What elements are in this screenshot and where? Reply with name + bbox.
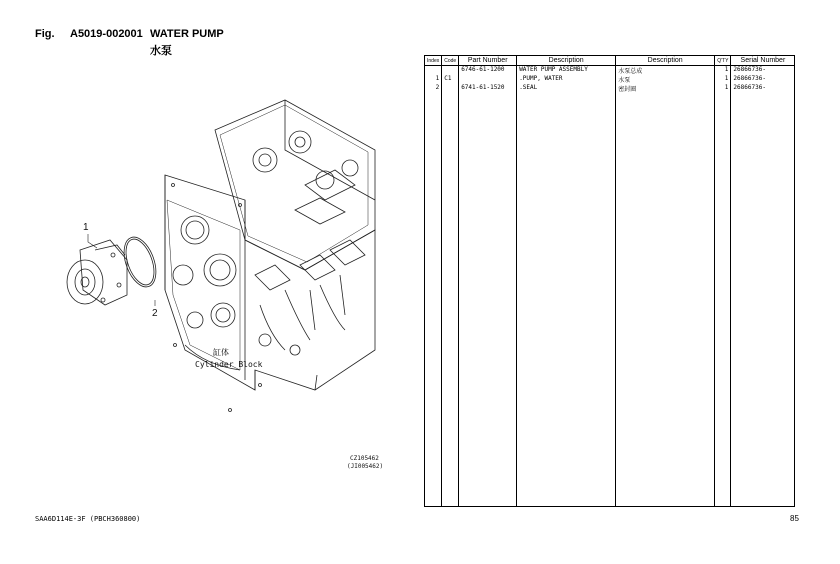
cell-index: 2 [425, 84, 442, 93]
cell-code [442, 84, 459, 93]
table-header-row [425, 56, 795, 66]
cell-index [425, 66, 442, 76]
cell-index: 1 [425, 75, 442, 84]
cell-description-cn: 水泵 [616, 75, 715, 84]
seal-ring-drawing [118, 233, 162, 291]
figure-title: WATER PUMP [150, 28, 224, 40]
cell-description-cn: 密封圈 [616, 84, 715, 93]
callout-1: 1 [83, 222, 89, 233]
cell-description: .PUMP, WATER [517, 75, 616, 84]
cell-serial: 26866736- [731, 75, 795, 84]
col-header-serial: Serial Number [731, 56, 795, 66]
water-pump-drawing [67, 240, 127, 305]
table-empty-area [425, 93, 795, 507]
col-header-qty: Q'TY [715, 56, 731, 66]
cell-description-cn: 水泵总成 [616, 66, 715, 76]
figure-label: Fig. [35, 28, 55, 40]
parts-list-table [424, 55, 795, 507]
cell-part-number [459, 75, 517, 84]
cell-part-number: 6741-61-1520 [459, 84, 517, 93]
callout-2: 2 [152, 308, 158, 319]
cell-code [442, 66, 459, 76]
cell-qty: 1 [715, 75, 731, 84]
block-label-cn: 缸体 [213, 348, 229, 357]
page-number: 85 [790, 514, 799, 523]
cell-part-number: 6746-61-1200 [459, 66, 517, 76]
cell-description: .SEAL [517, 84, 616, 93]
col-header-description-cn: Description [616, 56, 715, 66]
col-header-part-number: Part Number [459, 56, 517, 66]
figure-title-cn: 水泵 [150, 44, 172, 57]
table-row [425, 84, 795, 93]
cell-serial: 26866736- [731, 84, 795, 93]
col-header-code: Code [442, 56, 459, 66]
col-header-description: Description [517, 56, 616, 66]
parts-drawing [55, 90, 395, 490]
drawing-ref-1: CZ105462 [350, 455, 379, 462]
block-label: Cylinder Block [195, 360, 263, 369]
figure-code: A5019-002001 [70, 28, 143, 40]
col-header-index: Index [425, 56, 442, 66]
drawing-ref-2: (JI005462) [347, 463, 384, 470]
cell-code: C1 [442, 75, 459, 84]
table-row [425, 75, 795, 84]
cell-qty: 1 [715, 66, 731, 76]
cell-description: WATER PUMP ASSEMBLY [517, 66, 616, 76]
cell-qty: 1 [715, 84, 731, 93]
table-row [425, 66, 795, 76]
footer-model: SAA6D114E-3F (PBCH360800) [35, 515, 141, 523]
cell-serial: 26866736- [731, 66, 795, 76]
